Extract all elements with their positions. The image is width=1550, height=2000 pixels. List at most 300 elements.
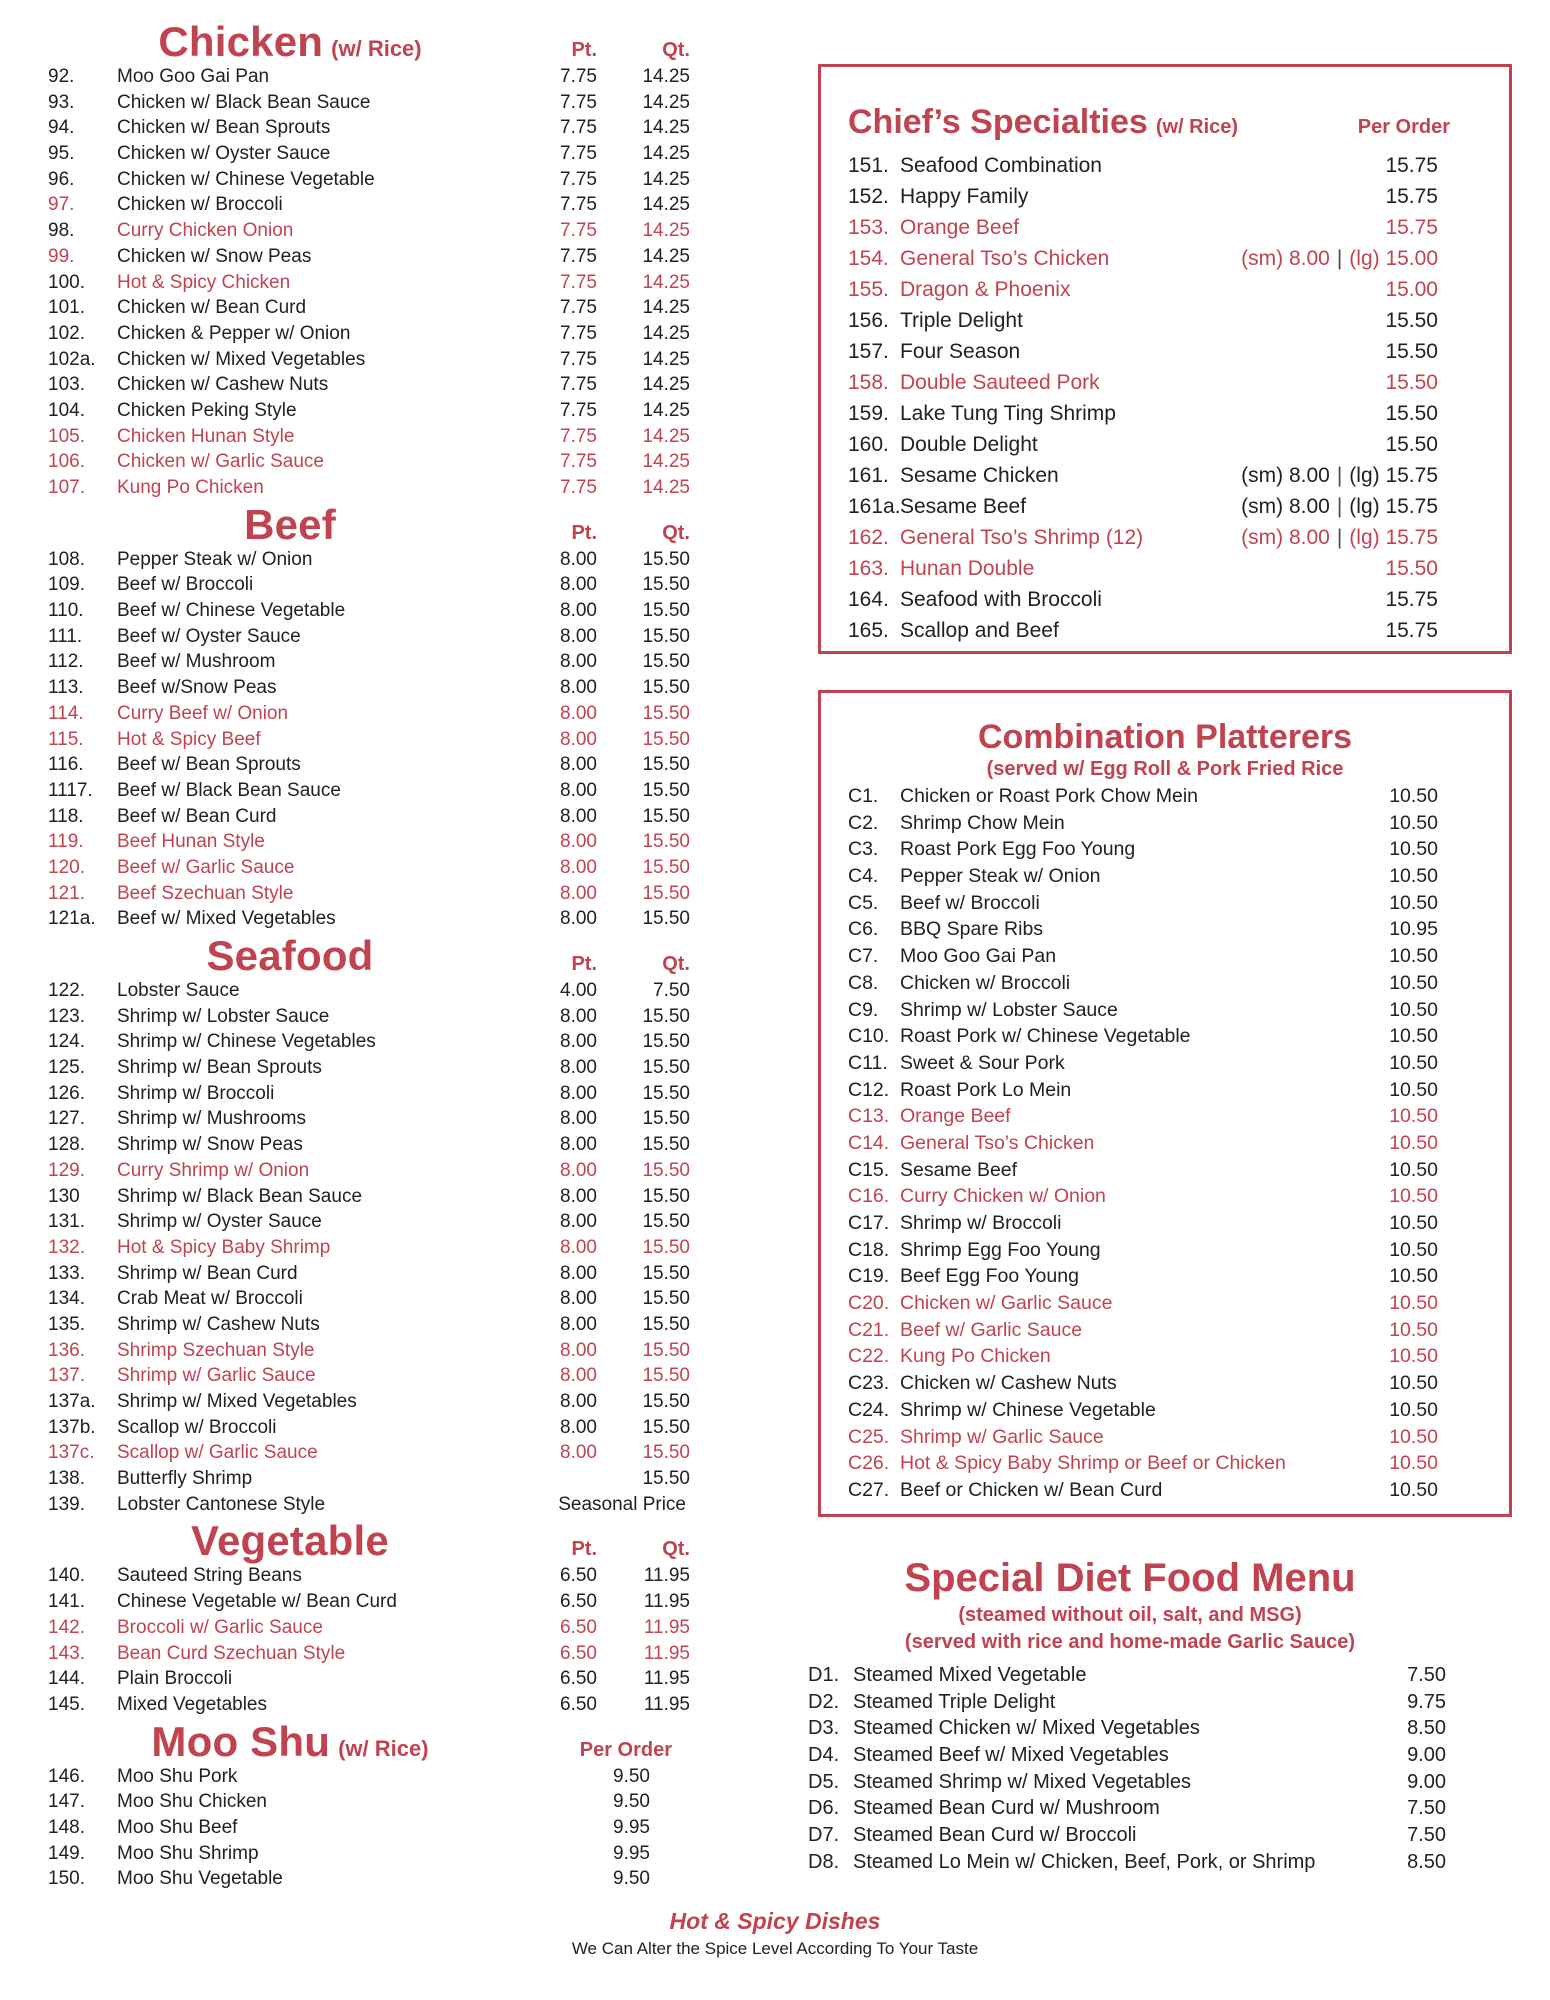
item-name: Sauteed String Beans [117, 1565, 302, 1587]
section-title: Seafood [206, 932, 374, 979]
menu-item-row [821, 336, 1509, 367]
item-price-qt: 15.50 [642, 1313, 690, 1335]
menu-item-row [40, 701, 690, 727]
item-name: Curry Chicken w/ Onion [900, 1185, 1106, 1208]
price-small-size: (sm) 8.00 [1241, 526, 1330, 549]
item-number: 112. [48, 651, 84, 673]
item-number: 133. [48, 1262, 85, 1284]
item-name: Curry Chicken Onion [117, 220, 294, 242]
item-name: Sesame Beef [900, 495, 1027, 518]
section-title: Beef [244, 500, 336, 548]
item-number: C12. [848, 1078, 890, 1101]
item-number: 114. [48, 702, 84, 724]
menu-item-row [821, 429, 1509, 460]
item-price: 10.50 [1389, 998, 1438, 1021]
item-price-pt: 8.00 [560, 1339, 597, 1361]
menu-item-row [821, 615, 1509, 646]
item-name: Lobster Sauce [117, 980, 240, 1001]
price-separator: | [1336, 464, 1343, 487]
menu-item-row [40, 1615, 690, 1641]
item-number: 126. [48, 1082, 85, 1104]
item-price: 10.50 [1389, 1265, 1438, 1288]
item-price: 9.75 [1407, 1690, 1446, 1713]
item-name: Moo Goo Gai Pan [900, 945, 1057, 968]
item-price-qt: 15.50 [642, 1468, 690, 1490]
item-price-pt: 7.75 [560, 194, 597, 216]
item-name: Beef w/ Bean Sprouts [117, 754, 301, 776]
item-price-qt: 15.50 [642, 1236, 690, 1258]
item-number: C17. [848, 1212, 890, 1234]
item-price-pt: 8.00 [560, 1236, 597, 1258]
menu-item-row [821, 367, 1509, 398]
price-small-size: (sm) 8.00 [1241, 247, 1330, 270]
menu-item-row [40, 1029, 690, 1055]
item-price-pt: 8.00 [560, 600, 597, 622]
item-number: 165. [848, 619, 889, 642]
section-title-suffix: (w/ Rice) [338, 1735, 429, 1761]
section-title-wrap [40, 932, 540, 980]
price-column-header: Per Order [579, 1738, 672, 1761]
item-name: Roast Pork Lo Mein [900, 1078, 1072, 1101]
item-price: 10.50 [1389, 1212, 1438, 1234]
item-price-pt: 8.00 [560, 651, 597, 673]
item-name: Seafood Combination [900, 154, 1102, 177]
section-header-seafood [40, 932, 690, 978]
item-name: Pepper Steak w/ Onion [117, 548, 313, 570]
item-name: Beef Egg Foo Young [900, 1265, 1079, 1288]
item-name: Steamed Lo Mein w/ Chicken, Beef, Pork, or Shrimp [853, 1850, 1316, 1873]
item-name: Shrimp w/ Broccoli [117, 1082, 275, 1104]
item-number: C21. [848, 1318, 890, 1341]
item-price-qt: 11.95 [643, 1591, 690, 1613]
item-price-qt: 15.50 [642, 831, 690, 853]
price-column-header: Per Order [1357, 116, 1450, 138]
item-name: Mixed Vegetables [117, 1693, 267, 1715]
menu-item-row [821, 1343, 1509, 1370]
menu-item-row [821, 970, 1509, 997]
item-name: Sesame Chicken [900, 464, 1059, 487]
item-number: 145. [48, 1693, 85, 1715]
item-price: 10.50 [1389, 1025, 1438, 1048]
item-price-qt: 11.95 [643, 1668, 690, 1690]
item-price: 10.50 [1389, 1292, 1438, 1315]
item-number: 137. [48, 1365, 85, 1387]
section-header-beef [40, 501, 690, 547]
item-price-qt: 15.50 [642, 1416, 690, 1438]
item-number: 99. [48, 245, 75, 267]
item-number: 138. [48, 1468, 85, 1490]
item-number: 132. [48, 1236, 85, 1258]
menu-item-row [821, 1397, 1509, 1424]
item-number: C24. [848, 1398, 890, 1421]
item-number: 111. [48, 625, 83, 647]
item-price-qt: 11.95 [643, 1565, 690, 1587]
item-number: C4. [848, 865, 879, 888]
price-column-header: Qt. [662, 521, 690, 544]
menu-item-row [40, 1312, 690, 1338]
item-price-pt: 6.50 [560, 1693, 597, 1715]
item-number: 106. [48, 451, 85, 473]
item-price: 9.50 [613, 1791, 650, 1813]
menu-item-row [806, 1769, 1454, 1796]
item-name: Steamed Bean Curd w/ Mushroom [853, 1797, 1160, 1820]
section-header-chicken [40, 14, 690, 64]
item-number: 129. [48, 1159, 85, 1181]
item-number: C22. [848, 1345, 890, 1368]
item-name: Chicken w/ Cashew Nuts [117, 374, 329, 396]
item-price-qt: 14.25 [642, 399, 690, 421]
box-title: Chief’s Specialties [848, 103, 1148, 141]
item-name: Shrimp w/ Garlic Sauce [900, 1425, 1104, 1448]
item-number: 121. [48, 882, 85, 904]
item-number: 102. [48, 322, 85, 344]
menu-item-row [821, 783, 1509, 810]
item-price: 7.50 [1407, 1664, 1446, 1686]
item-price-pt: 8.00 [560, 1211, 597, 1233]
menu-item-row [40, 1641, 690, 1667]
menu-item-row [821, 243, 1509, 274]
menu-item-row [40, 1589, 690, 1615]
menu-item-row [40, 1815, 690, 1841]
item-price: 15.50 [1385, 557, 1438, 580]
item-number: 163. [848, 557, 889, 580]
item-name: Moo Shu Vegetable [117, 1868, 283, 1890]
item-name: Lake Tung Ting Shrimp [900, 402, 1116, 425]
item-price-pt: 7.75 [560, 91, 597, 113]
item-price-pt: 4.00 [560, 980, 597, 1001]
item-name: Double Delight [900, 433, 1038, 456]
item-price-qt: 15.50 [642, 1031, 690, 1053]
section-header-vegetable [40, 1517, 690, 1563]
item-name: Chicken or Roast Pork Chow Mein [900, 785, 1199, 807]
item-number: 164. [848, 588, 889, 611]
item-number: C25. [848, 1425, 890, 1448]
item-number: 137c. [48, 1442, 95, 1464]
menu-item-row [40, 218, 690, 244]
item-price-pt: 7.75 [560, 399, 597, 421]
item-number: D6. [808, 1797, 840, 1820]
item-price-pt: 6.50 [560, 1565, 597, 1587]
item-price-pt: 8.00 [560, 1313, 597, 1335]
item-name: Kung Po Chicken [900, 1345, 1051, 1368]
menu-item-row [40, 1004, 690, 1030]
item-number: 134. [48, 1288, 85, 1310]
item-number: 115. [48, 728, 84, 750]
item-number: 137b. [48, 1416, 96, 1438]
item-price: 7.50 [1407, 1824, 1446, 1847]
item-price-pt: 8.00 [560, 1262, 597, 1284]
menu-item-row [821, 943, 1509, 970]
item-name: Moo Shu Shrimp [117, 1842, 259, 1864]
item-price-qt: 15.50 [642, 574, 690, 596]
item-name: Steamed Chicken w/ Mixed Vegetables [853, 1717, 1200, 1740]
item-price: 9.95 [613, 1816, 650, 1838]
item-name: Shrimp Szechuan Style [117, 1339, 315, 1361]
item-price: 10.50 [1389, 1105, 1438, 1128]
item-name: Butterfly Shrimp [117, 1468, 253, 1490]
item-name: Chicken w/ Mixed Vegetables [117, 348, 366, 370]
menu-item-row [821, 491, 1509, 522]
item-price-pt: 8.00 [560, 574, 597, 596]
item-price: 15.75 [1385, 588, 1438, 611]
item-name: Shrimp w/ Oyster Sauce [117, 1211, 322, 1233]
chiefs-specialties-box [818, 64, 1512, 654]
menu-item-row [40, 90, 690, 116]
item-number: D4. [808, 1744, 840, 1767]
menu-item-row [40, 398, 690, 424]
item-name: Moo Shu Chicken [117, 1791, 267, 1813]
menu-item-row [40, 1440, 690, 1466]
item-name: Shrimp Egg Foo Young [900, 1238, 1101, 1261]
item-name: General Tso’s Chicken [900, 247, 1110, 270]
item-number: D5. [808, 1770, 840, 1793]
menu-item-row [40, 547, 690, 573]
box-title-row [821, 67, 1509, 150]
item-name: Moo Shu Pork [117, 1765, 238, 1787]
special-diet-subtitle-2: (served with rice and home-made Garlic Sauce) [904, 1631, 1356, 1653]
item-price-qt: 14.25 [642, 91, 690, 113]
item-name: Chicken w/ Garlic Sauce [900, 1292, 1113, 1315]
menu-item-row [40, 1081, 690, 1107]
price-column-header: Pt. [571, 521, 597, 544]
item-name: Chicken w/ Snow Peas [117, 245, 312, 267]
item-price-pt: 6.50 [560, 1616, 597, 1638]
special-diet-items [806, 1662, 1454, 1876]
item-price: 8.50 [1407, 1850, 1446, 1873]
item-name: Hot & Spicy Baby Shrimp or Beef or Chicken [900, 1452, 1286, 1475]
menu-item-row [821, 522, 1509, 553]
item-name: Curry Beef w/ Onion [117, 702, 289, 724]
item-number: C14. [848, 1131, 890, 1154]
item-price [1241, 460, 1438, 491]
item-price-qt: 15.50 [642, 702, 690, 724]
item-price-pt: 8.00 [560, 702, 597, 724]
item-number: 103. [48, 374, 85, 396]
item-price-pt: 8.00 [560, 1416, 597, 1438]
menu-item-row [40, 295, 690, 321]
item-price: 10.50 [1389, 838, 1438, 861]
item-number: 107. [48, 477, 85, 498]
item-price: 15.75 [1385, 619, 1438, 642]
item-name: Beef or Chicken w/ Bean Curd [900, 1478, 1163, 1501]
menu-item-row [821, 1290, 1509, 1317]
menu-item-row [40, 1389, 690, 1415]
menu-item-row [821, 836, 1509, 863]
menu-item-row [40, 167, 690, 193]
item-name: Roast Pork w/ Chinese Vegetable [900, 1025, 1191, 1048]
item-price-pt: 8.00 [560, 1159, 597, 1181]
item-price: 10.50 [1389, 1372, 1438, 1395]
menu-item-row [821, 1237, 1509, 1264]
item-number: 95. [48, 143, 75, 165]
menu-item-row [821, 916, 1509, 943]
item-name: Hunan Double [900, 557, 1035, 580]
item-price-pt [525, 1466, 597, 1492]
item-name: Steamed Beef w/ Mixed Vegetables [853, 1744, 1169, 1767]
item-price: 10.50 [1389, 1425, 1438, 1448]
item-price-pt: 7.75 [560, 66, 597, 87]
hot-spicy-note-title: Hot & Spicy Dishes [669, 1908, 881, 1934]
menu-item-row [40, 906, 690, 932]
item-name: Four Season [900, 340, 1021, 363]
item-price: 10.50 [1389, 1452, 1438, 1475]
item-number: 92. [48, 66, 75, 87]
item-name: Chicken Hunan Style [117, 425, 295, 447]
item-name: Bean Curd Szechuan Style [117, 1642, 346, 1664]
menu-item-row [40, 1286, 690, 1312]
price-large-size: (lg) 15.75 [1349, 495, 1438, 518]
item-price-qt: 15.50 [642, 1211, 690, 1233]
menu-item-row [40, 1158, 690, 1184]
menu-item-row [40, 881, 690, 907]
item-price-pt: 7.75 [560, 117, 597, 139]
item-name: Beef w/ Broccoli [900, 891, 1040, 914]
item-number: 125. [48, 1057, 85, 1079]
menu-item-row [40, 270, 690, 296]
item-price: 10.50 [1389, 945, 1438, 968]
item-name: Beef w/ Chinese Vegetable [117, 600, 346, 622]
item-number: 139. [48, 1493, 85, 1515]
item-number: 142. [48, 1616, 85, 1638]
item-name: Crab Meat w/ Broccoli [117, 1288, 303, 1310]
item-price: 15.50 [1385, 309, 1438, 332]
item-price-pt: 8.00 [560, 779, 597, 801]
menu-item-row [821, 997, 1509, 1024]
item-number: 149. [48, 1842, 85, 1864]
item-price-qt: 15.50 [642, 1339, 690, 1361]
item-price: 15.50 [1385, 371, 1438, 394]
item-number: 127. [48, 1108, 85, 1130]
item-price: 8.50 [1407, 1717, 1446, 1740]
item-price-note: Seasonal Price [558, 1493, 686, 1515]
item-number: 157. [848, 340, 889, 363]
item-name: Shrimp w/ Lobster Sauce [900, 998, 1118, 1021]
item-name: Beef w/ Mushroom [117, 651, 276, 673]
item-price: 9.50 [613, 1765, 650, 1787]
item-number: 123. [48, 1005, 85, 1027]
item-name: Broccoli w/ Garlic Sauce [117, 1616, 323, 1638]
item-price-pt: 7.75 [560, 168, 597, 190]
price-column-header: Pt. [571, 39, 597, 61]
item-price: 15.50 [1385, 433, 1438, 456]
item-price: 15.50 [1385, 402, 1438, 425]
item-number: C8. [848, 971, 879, 994]
item-price-pt: 8.00 [560, 1391, 597, 1412]
item-name: Beef w/ Garlic Sauce [117, 856, 295, 878]
item-number: 94. [48, 117, 75, 139]
item-number: 148. [48, 1816, 85, 1838]
section-title-wrap [40, 501, 540, 549]
price-separator: | [1336, 495, 1343, 518]
item-name: Beef w/ Black Bean Sauce [117, 779, 341, 801]
menu-item-row [40, 244, 690, 270]
item-price: 9.00 [1407, 1744, 1446, 1767]
menu-item-row [40, 829, 690, 855]
menu-item-row [40, 1415, 690, 1441]
item-name: Hot & Spicy Chicken [117, 271, 291, 293]
item-price-qt: 14.25 [642, 374, 690, 396]
menu-item-row [40, 321, 690, 347]
menu-item-row [40, 804, 690, 830]
item-price-qt: 15.50 [642, 677, 690, 699]
item-price-pt: 7.75 [560, 143, 597, 165]
item-price: 10.95 [1389, 918, 1438, 941]
menu-item-row [40, 347, 690, 373]
item-price: 10.50 [1389, 1345, 1438, 1368]
item-price [1241, 522, 1438, 553]
item-price-pt: 7.75 [560, 297, 597, 319]
item-number: 130 [48, 1185, 80, 1207]
menu-item-row [821, 181, 1509, 212]
menu-item-row [40, 855, 690, 881]
item-price-qt: 15.50 [642, 779, 690, 801]
menu-item-row [40, 1764, 690, 1790]
menu-item-row [821, 1424, 1509, 1451]
item-number: C15. [848, 1158, 890, 1181]
item-price: 10.50 [1389, 811, 1438, 834]
menu-item-row [821, 810, 1509, 837]
item-price: 9.00 [1407, 1770, 1446, 1793]
menu-item-row [821, 212, 1509, 243]
menu-item-row [821, 1077, 1509, 1104]
item-price: 10.50 [1389, 971, 1438, 994]
item-price: 15.00 [1385, 278, 1438, 301]
item-number: D7. [808, 1824, 840, 1847]
item-price-qt: 15.50 [642, 1185, 690, 1207]
item-name: Chicken w/ Chinese Vegetable [117, 168, 375, 190]
item-price-qt: 15.50 [642, 856, 690, 878]
item-price-qt: 15.50 [642, 1365, 690, 1387]
menu-item-row [40, 727, 690, 753]
item-price-pt: 7.75 [560, 451, 597, 473]
item-name: Sesame Beef [900, 1158, 1018, 1181]
item-price: 10.50 [1389, 1131, 1438, 1154]
item-price-pt: 7.75 [560, 220, 597, 242]
item-name: Shrimp w/ Mushrooms [117, 1108, 306, 1130]
item-name: Moo Goo Gai Pan [117, 66, 270, 87]
item-price-qt: 11.95 [643, 1642, 690, 1664]
item-name: Chicken w/ Garlic Sauce [117, 451, 324, 473]
item-number: C7. [848, 945, 879, 968]
item-price: 10.50 [1389, 1051, 1438, 1074]
menu-item-row [40, 449, 690, 475]
item-price-pt: 8.00 [560, 1005, 597, 1027]
price-column-header: Qt. [662, 1538, 690, 1561]
item-number: 102a. [48, 348, 96, 370]
item-price-pt: 7.75 [560, 245, 597, 267]
item-name: Chicken Peking Style [117, 399, 297, 421]
item-price-qt: 14.25 [642, 271, 690, 293]
menu-item-row [821, 1023, 1509, 1050]
item-name: Sweet & Sour Pork [900, 1051, 1065, 1074]
item-price: 15.75 [1385, 154, 1438, 177]
item-price: 10.50 [1389, 1238, 1438, 1261]
item-number: 160. [848, 433, 889, 456]
menu-item-row [40, 675, 690, 701]
item-number: 109. [48, 574, 85, 596]
item-price-qt: 14.25 [642, 66, 690, 87]
item-number: C10. [848, 1025, 890, 1048]
item-name: Chicken w/ Broccoli [117, 194, 283, 216]
menu-item-row [40, 424, 690, 450]
special-diet-section [806, 1554, 1454, 1876]
item-number: 128. [48, 1134, 85, 1156]
item-name: Shrimp w/ Mixed Vegetables [117, 1391, 357, 1412]
item-price-pt: 6.50 [560, 1668, 597, 1690]
item-price-qt: 15.50 [642, 754, 690, 776]
price-column-header: Pt. [571, 953, 597, 975]
menu-item-row [40, 1666, 690, 1692]
